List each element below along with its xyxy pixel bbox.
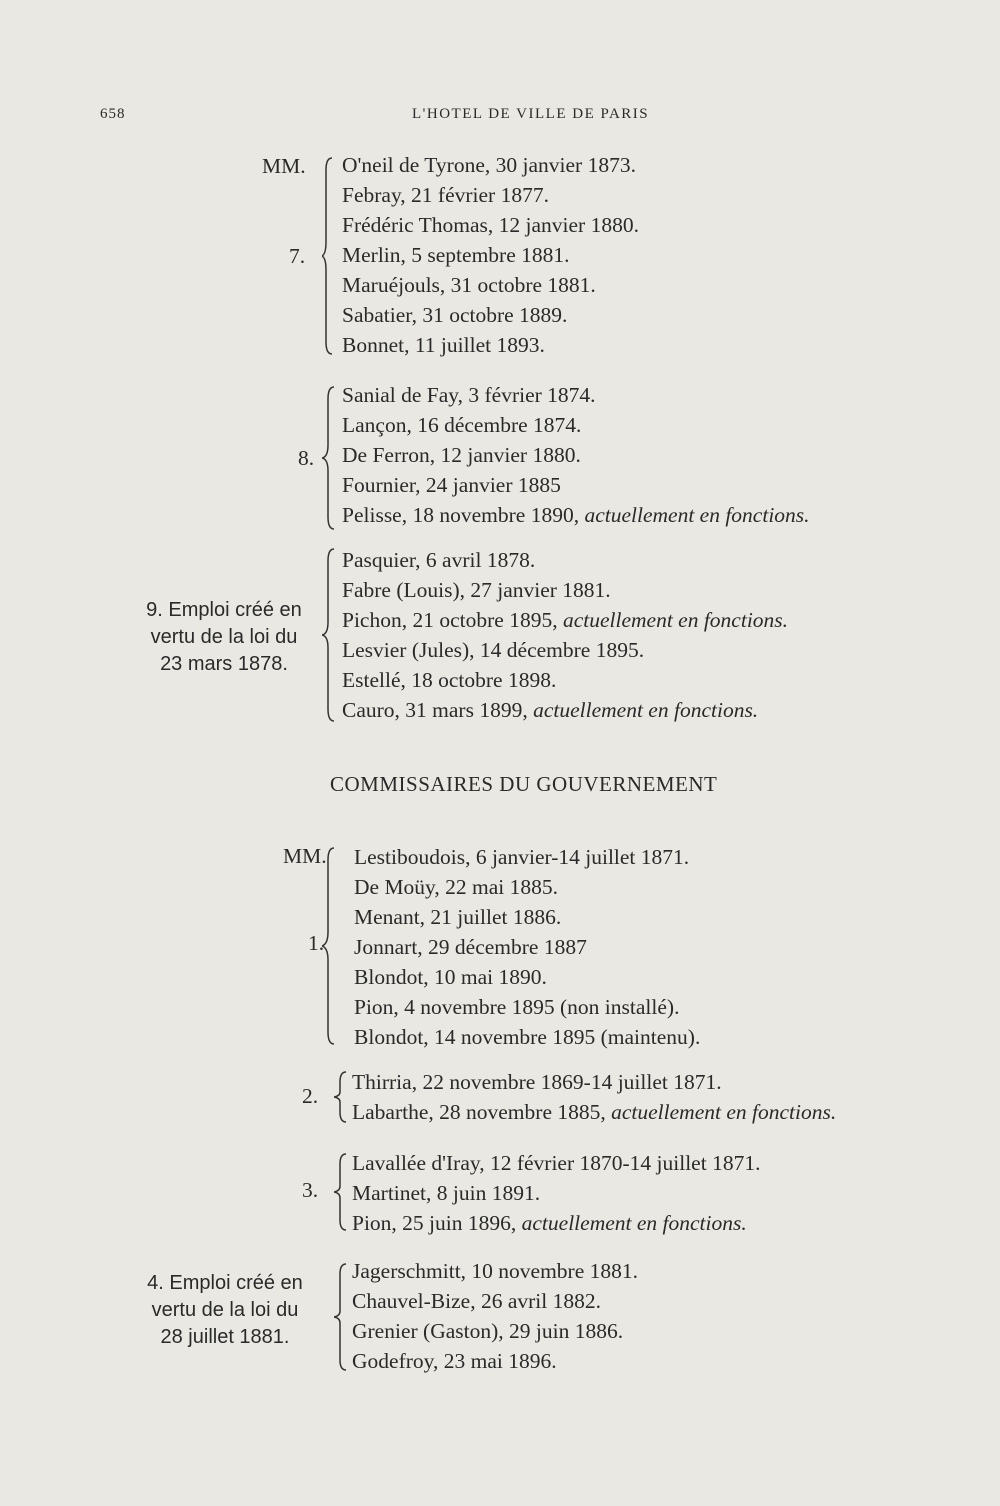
list-item: Sanial de Fay, 3 février 1874. [342,383,596,407]
list-item: Pasquier, 6 avril 1878. [342,548,536,572]
group-label: 9. Emploi créé en vertu de la loi du 23 mars 1878. [146,599,302,675]
list-item: Martinet, 8 juin 1891. [352,1181,541,1205]
group-label: 4. Emploi créé en vertu de la loi du 28 juillet 1881. [147,1272,303,1348]
section-title: COMMISSAIRES DU GOUVERNEMENT [330,772,718,796]
list-item: Fabre (Louis), 27 janvier 1881. [342,578,611,602]
list-item: De Moüy, 22 mai 1885. [354,875,559,899]
group-label: 2. [302,1084,319,1108]
list-item: Lestiboudois, 6 janvier-14 juillet 1871. [354,845,690,869]
entry-list [352,1256,638,1376]
list-item: Pelisse, 18 novembre 1890, actuellement en fonctions. [342,503,810,527]
group-label: 3. [302,1178,319,1202]
group-label: 7. [289,244,306,268]
list-item: Blondot, 10 mai 1890. [354,965,547,989]
brace [334,1070,348,1124]
list-item: Frédéric Thomas, 12 janvier 1880. [342,213,639,237]
list-item: Merlin, 5 septembre 1881. [342,243,570,267]
list-item: Fournier, 24 janvier 1885 [342,473,561,497]
brace [322,547,336,723]
list-item: Pion, 4 novembre 1895 (non installé). [354,995,680,1019]
group-label: 8. [298,446,315,470]
entry-list [352,1067,836,1127]
group-label: 1. [308,931,325,955]
entry-list [354,842,700,1052]
list-item: Jagerschmitt, 10 novembre 1881. [352,1259,639,1283]
list-item: Lesvier (Jules), 14 décembre 1895. [342,638,645,662]
list-item: Labarthe, 28 novembre 1885, actuellement en fonctions. [352,1100,837,1124]
list-item: Thirria, 22 novembre 1869-14 juillet 1871. [352,1070,722,1094]
list-item: Grenier (Gaston), 29 juin 1886. [352,1319,624,1343]
list-item: Chauvel-Bize, 26 avril 1882. [352,1289,601,1313]
brace [322,156,336,356]
list-item: Jonnart, 29 décembre 1887 [354,935,587,959]
entry-list [342,150,639,360]
list-item: De Ferron, 12 janvier 1880. [342,443,581,467]
list-item: Estellé, 18 octobre 1898. [342,668,557,692]
list-item: Pion, 25 juin 1896, actuellement en fonctions. [352,1211,747,1235]
list-item: Sabatier, 31 octobre 1889. [342,303,568,327]
list-item: Bonnet, 11 juillet 1893. [342,333,545,357]
list-item: Cauro, 31 mars 1899, actuellement en fonctions. [342,698,759,722]
list-item: Maruéjouls, 31 octobre 1881. [342,273,596,297]
list-item: Lançon, 16 décembre 1874. [342,413,582,437]
list-item: Febray, 21 février 1877. [342,183,549,207]
entry-list [352,1148,760,1238]
group-prefix: MM. [283,844,327,868]
list-item: Godefroy, 23 mai 1896. [352,1349,557,1373]
entry-list [342,380,810,530]
page-number: 658 [100,106,126,122]
list-item: Menant, 21 juillet 1886. [354,905,562,929]
brace [334,1262,348,1372]
brace [334,1152,348,1232]
brace [322,846,336,1046]
entry-list [342,545,788,725]
list-item: O'neil de Tyrone, 30 janvier 1873. [342,153,636,177]
group-prefix: MM. [262,154,306,178]
list-item: Pichon, 21 octobre 1895, actuellement en fonctions. [342,608,789,632]
running-title: L'HOTEL DE VILLE DE PARIS [412,106,650,122]
list-item: Blondot, 14 novembre 1895 (maintenu). [354,1025,701,1049]
list-item: Lavallée d'Iray, 12 février 1870-14 juillet 1871. [352,1151,761,1175]
brace [322,385,336,531]
